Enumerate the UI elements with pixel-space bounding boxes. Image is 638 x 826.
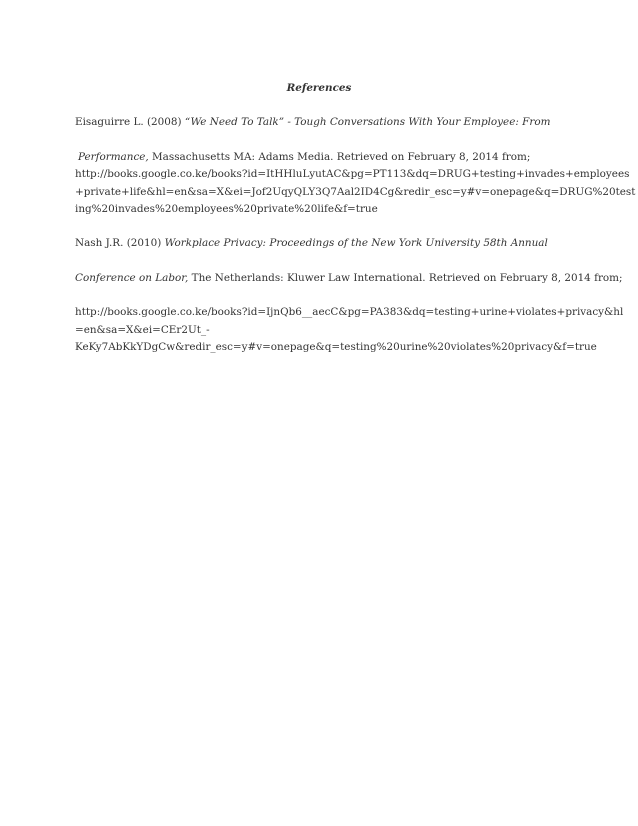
- reference-1-title-continued: Performance,: [78, 151, 149, 163]
- reference-1-url-line-2[interactable]: +private+life&hl=en&sa=X&ei=Jof2UqyQLY3Q7Aal2ID4Cg&redir_esc=y#v=onepage&q=DRUG%20test: [75, 186, 636, 198]
- reference-2-publisher: The Netherlands: Kluwer Law International. Retrieved on February 8, 2014 from;: [188, 272, 623, 284]
- reference-2-url-line-3[interactable]: KeKy7AbKkYDgCw&redir_esc=y#v=onepage&q=testing%20urine%20violates%20privacy&f=true: [75, 341, 597, 353]
- reference-2-line-1: [75, 237, 548, 249]
- reference-1-url-line-1[interactable]: http://books.google.co.ke/books?id=ItHHluLyutAC&pg=PT113&dq=DRUG+testing+invades+employees: [75, 168, 630, 180]
- reference-2-author: Nash J.R. (2010): [75, 237, 165, 249]
- reference-1-url-line-3[interactable]: ing%20invades%20employees%20private%20life&f=true: [75, 203, 378, 215]
- reference-2-url-line-2[interactable]: =en&sa=X&ei=CEr2Ut_-: [75, 324, 210, 336]
- reference-1-author: Eisaguirre L. (2008): [75, 116, 185, 128]
- reference-1-title: “We Need To Talk” - Tough Conversations With Your Employee: From: [184, 116, 551, 128]
- reference-1-publisher: Massachusetts MA: Adams Media. Retrieved on February 8, 2014 from;: [148, 151, 531, 163]
- reference-1-line-1: [75, 116, 550, 128]
- reference-2-url-line-1[interactable]: http://books.google.co.ke/books?id=IjnQb6__aecC&pg=PA383&dq=testing+urine+violates+privacy&hl: [75, 306, 624, 318]
- reference-2-title-continued: Conference on Labor,: [75, 272, 189, 284]
- reference-2-title: Workplace Privacy: Proceedings of the New York University 58th Annual: [164, 237, 548, 249]
- reference-2-line-2: [75, 272, 623, 284]
- reference-1-line-2: [78, 151, 530, 163]
- page-title: References: [286, 82, 352, 94]
